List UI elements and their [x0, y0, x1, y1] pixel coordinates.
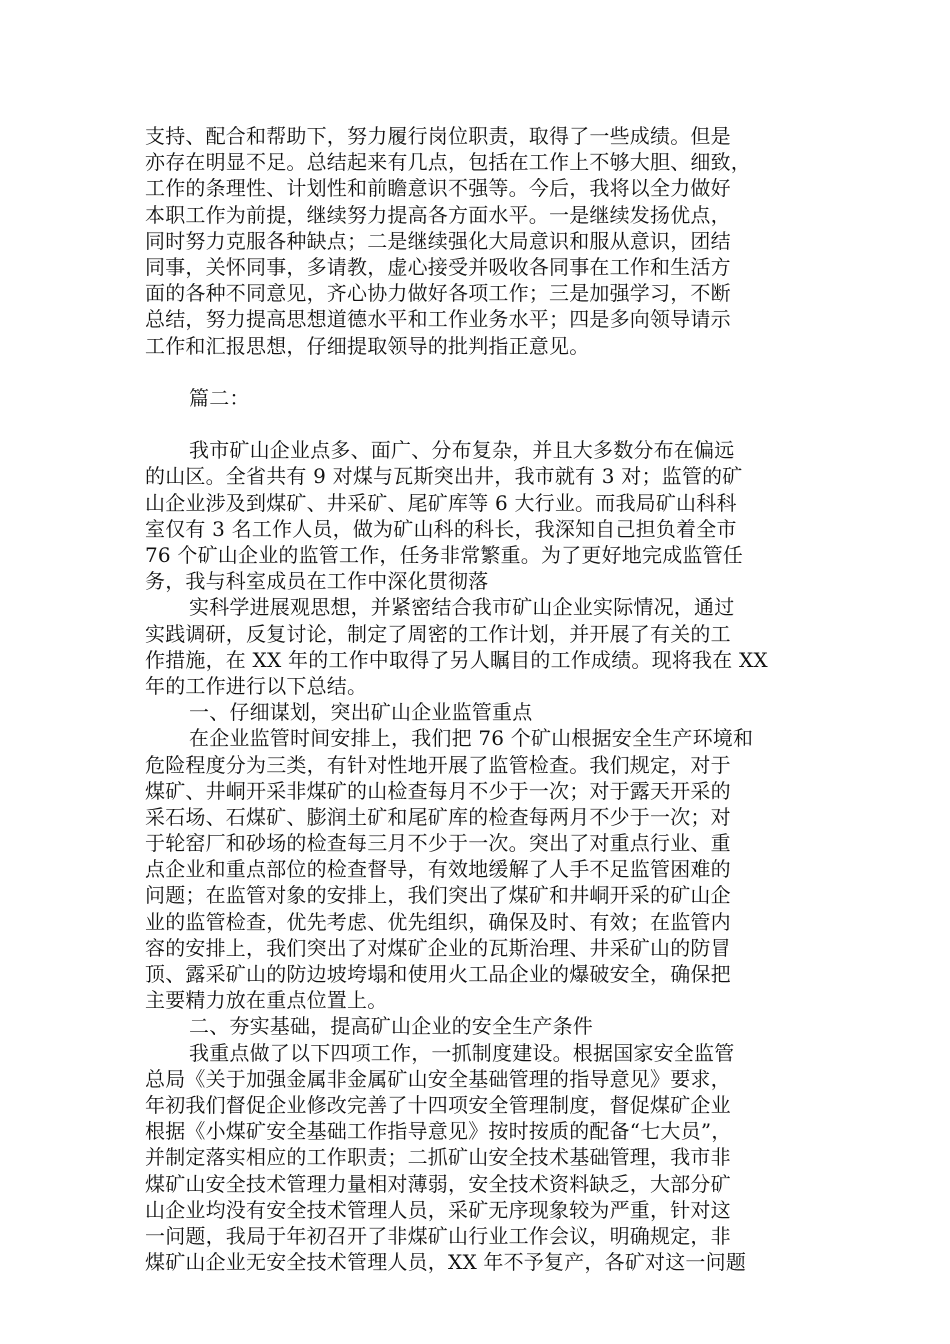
text-line: 务，我与科室成员在工作中深化贯彻落 [145, 569, 489, 594]
document-body [145, 123, 805, 1275]
text-line: 的山区。全省共有 9 对煤与瓦斯突出井，我市就有 3 对；监管的矿 [145, 464, 743, 489]
text-line: 76 个矿山企业的监管工作，任务非常繁重。为了更好地完成监管任 [145, 543, 744, 567]
text-line: 于轮窑厂和砂场的检查每三月不少于一次。突出了对重点行业、重 [145, 831, 731, 856]
text-line: 室仅有 3 名工作人员，做为矿山科的科长，我深知自己担负着全市 [145, 516, 737, 541]
text-line: 本职工作为前提，继续努力提高各方面水平。一是继续发扬优点， [145, 202, 731, 227]
text-line: 面的各种不同意见，齐心协力做好各项工作；三是加强学习，不断 [145, 281, 731, 306]
text-line: 总结，努力提高思想道德水平和工作业务水平；四是多向领导请示 [145, 307, 731, 332]
text-line: 顶、露采矿山的防边坡垮塌和使用火工品企业的爆破安全，确保把 [145, 962, 731, 986]
text-line: 山企业均没有安全技术管理人员，采矿无序现象较为严重，针对这 [145, 1197, 731, 1222]
text-line: 我市矿山企业点多、面广、分布复杂，并且大多数分布在偏远 [189, 438, 735, 463]
paragraph-spacer [145, 411, 805, 437]
text-line: 主要精力放在重点位置上。 [145, 988, 388, 1013]
text-line: 年的工作进行以下总结。 [145, 673, 368, 698]
text-line: 亦存在明显不足。总结起来有几点，包括在工作上不够大胆、细致， [145, 150, 751, 175]
paragraph [145, 594, 805, 699]
paragraph [145, 699, 805, 725]
paragraph [145, 725, 805, 1013]
text-line: 我重点做了以下四项工作，一抓制度建设。根据国家安全监管 [189, 1040, 735, 1065]
text-line: 一问题，我局于年初召开了非煤矿山行业工作会议，明确规定，非 [145, 1223, 731, 1248]
text-line: 实践调研，反复讨论，制定了周密的工作计划，并开展了有关的工 [145, 621, 731, 646]
text-line: 在企业监管时间安排上，我们把 76 个矿山根据安全生产环境和 [189, 726, 754, 751]
text-line: 实科学进展观思想，并紧密结合我市矿山企业实际情况，通过 [189, 595, 735, 620]
text-line: 山企业涉及到煤矿、井采矿、尾矿库等 6 大行业。而我局矿山科科 [145, 490, 737, 515]
text-line: 根据《小煤矿安全基础工作指导意见》按时按质的配备“七大员”， [145, 1119, 732, 1144]
text-line: 工作和汇报思想，仔细提取领导的批判指正意见。 [145, 333, 590, 358]
paragraph [145, 437, 805, 594]
text-line: 二、夯实基础，提高矿山企业的安全生产条件 [189, 1014, 593, 1039]
text-line: 业的监管检查，优先考虑、优先组织，确保及时、有效；在监管内 [145, 909, 731, 934]
text-line: 点企业和重点部位的检查督导，有效地缓解了人手不足监管困难的 [145, 857, 731, 882]
paragraph [145, 1013, 805, 1039]
text-line: 支持、配合和帮助下，努力履行岗位职责，取得了一些成绩。但是 [145, 124, 731, 148]
text-line: 同事，关怀同事，多请教，虚心接受并吸收各同事在工作和生活方 [145, 254, 731, 279]
text-line: 篇二： [189, 385, 250, 410]
paragraph [145, 1040, 805, 1276]
text-line: 煤矿山安全技术管理力量相对薄弱，安全技术资料缺乏，大部分矿 [145, 1171, 731, 1196]
text-line: 作措施，在 XX 年的工作中取得了另人瞩目的工作成绩。现将我在 XX [145, 647, 768, 672]
text-line: 总局《关于加强金属非金属矿山安全基础管理的指导意见》要求， [145, 1066, 731, 1091]
text-line: 危险程度分为三类，有针对性地开展了监管检查。我们规定，对于 [145, 752, 731, 777]
paragraph-spacer [145, 359, 805, 385]
text-line: 年初我们督促企业修改完善了十四项安全管理制度，督促煤矿企业 [145, 1092, 731, 1117]
text-line: 同时努力克服各种缺点；二是继续强化大局意识和服从意识，团结 [145, 228, 731, 253]
text-line: 容的安排上，我们突出了对煤矿企业的瓦斯治理、井采矿山的防冒 [145, 935, 731, 960]
paragraph [145, 123, 805, 359]
text-line: 一、仔细谋划，突出矿山企业监管重点 [189, 700, 533, 725]
text-line: 煤矿、井峒开采非煤矿的山检查每月不少于一次；对于露天开采的 [145, 778, 731, 803]
text-line: 采石场、石煤矿、膨润土矿和尾矿库的检查每两月不少于一次；对 [145, 804, 731, 829]
text-line: 问题；在监管对象的安排上，我们突出了煤矿和井峒开采的矿山企 [145, 883, 731, 908]
paragraph [145, 385, 805, 411]
text-line: 并制定落实相应的工作职责；二抓矿山安全技术基础管理，我市非 [145, 1145, 731, 1170]
text-line: 工作的条理性、计划性和前瞻意识不强等。今后，我将以全力做好 [145, 176, 731, 201]
text-line: 煤矿山企业无安全技术管理人员，XX 年不予复产，各矿对这一问题 [145, 1250, 747, 1275]
